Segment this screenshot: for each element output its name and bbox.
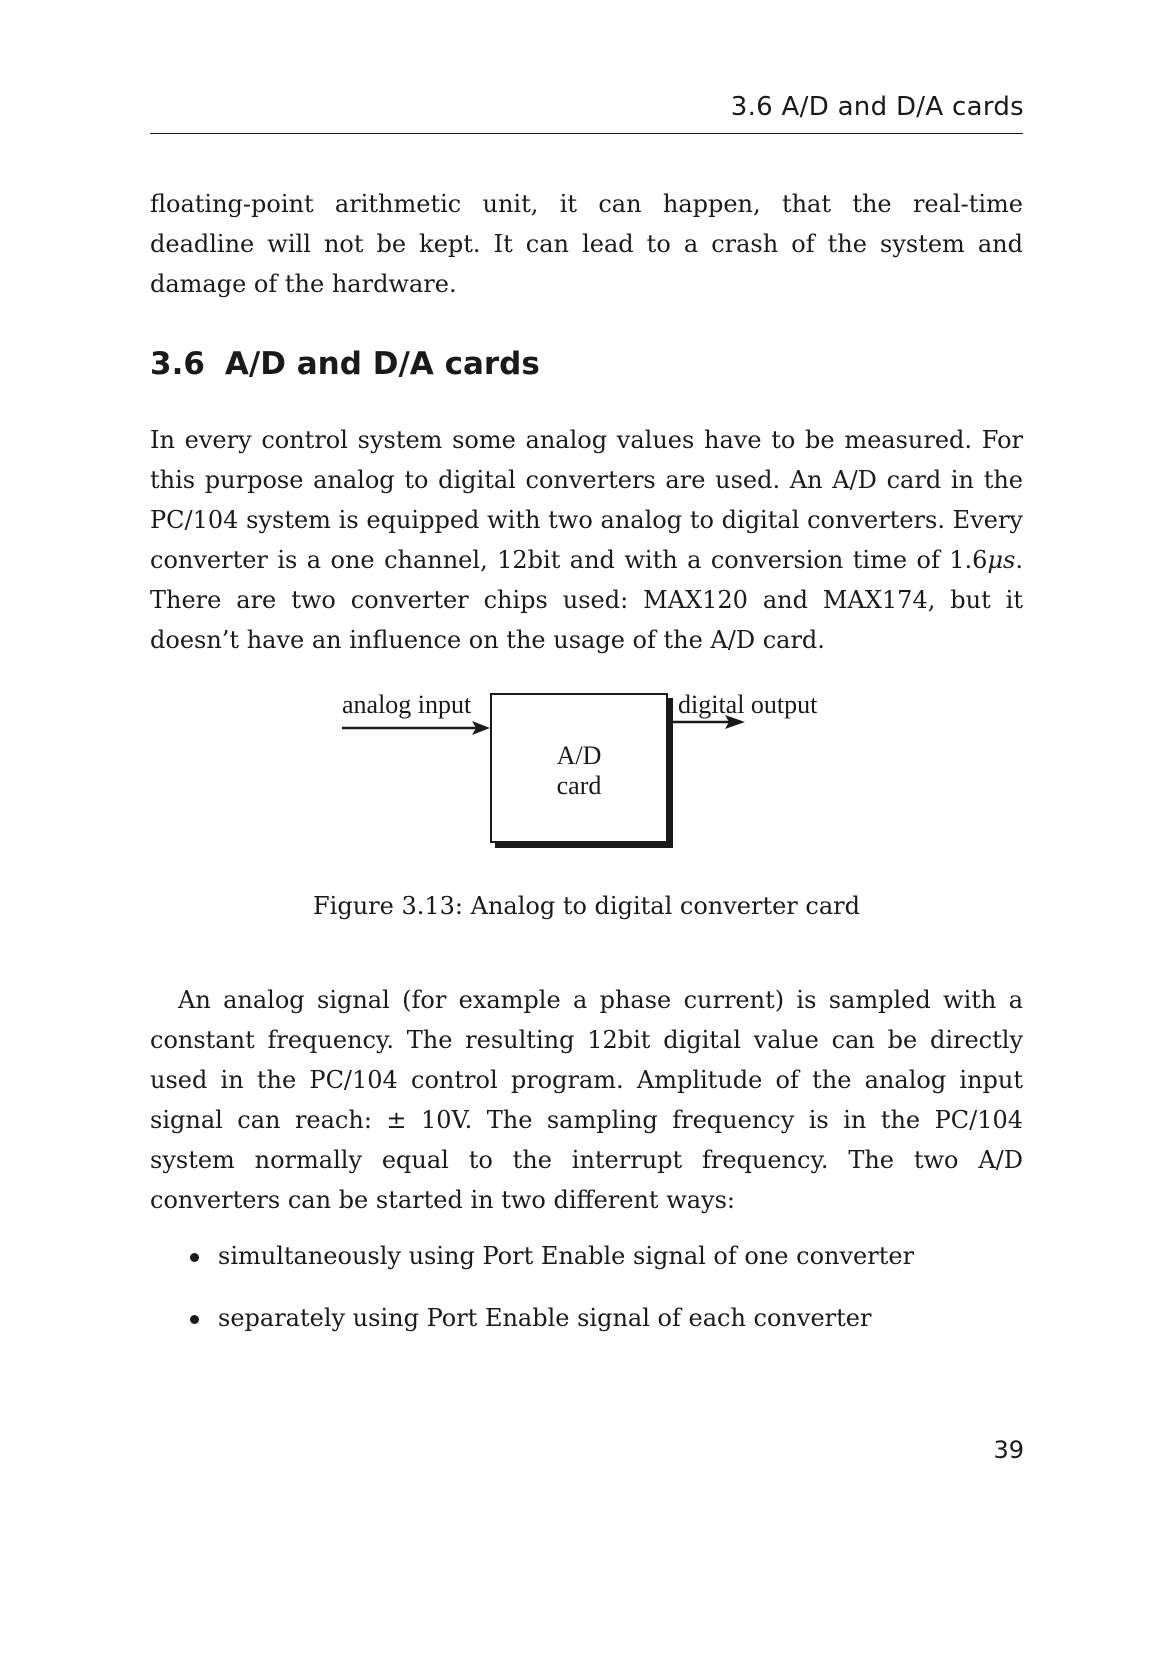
running-header: 3.6 A/D and D/A cards [730,92,1024,122]
ad-card-diagram [320,690,840,865]
paragraph-analog-signal: An analog signal (for example a phase current) is sampled with a constant frequency. The resulting 12bit digital value can be directly used in the PC/104 control program. Amplitude of the analog input signal can reach: ± 10V. The sampling frequency is in the PC/104 system normally equal to the interrupt frequency. The two A/D converters can be started in two different ways: [150,986,1023,1214]
analog-input-label: analog input [342,690,472,719]
header-rule [150,133,1023,134]
section-title: A/D and D/A cards [224,346,540,382]
figure-caption: Figure 3.13: Analog to digital converter card [313,892,860,920]
intro-text-part1: In every control system some analog values have to be measured. For this purpose analog to digital converters are used. An A/D card in the PC/104 system is equipped with two analog to digital converters. Every converter is a one channel, 12bit and with a conversion time of 1.6 [150,426,1023,574]
section-number: 3.6 [150,346,205,382]
list-item [190,1240,914,1302]
ad-card-box [490,693,668,843]
digital-output-label: digital output [678,690,818,719]
bullet-list [190,1240,914,1364]
card-label-line1: A/D [556,741,602,770]
list-item-text: separately using Port Enable signal of each converter [218,1304,872,1332]
section-heading [150,346,540,382]
list-item [190,1302,914,1364]
card-label-line2: card [556,771,602,800]
intro-text-part2: . There are two converter chips used: MAX120 and MAX174, but it doesn’t have an influence on the usage of the A/D card. [150,546,1023,654]
list-item-text: simultaneously using Port Enable signal of one converter [218,1242,915,1270]
ad-card-text [492,741,666,801]
paragraph-intro [150,420,1023,660]
paragraph-continued: floating-point arithmetic unit, it can happen, that the real-time deadline will not be kept. It can lead to a crash of the system and damage of the hardware. [150,190,1023,298]
bullet-dot [190,1315,199,1324]
intro-unit-mu-s: μs [987,546,1016,574]
bullet-dot [190,1253,199,1262]
page-number: 39 [993,1436,1024,1464]
